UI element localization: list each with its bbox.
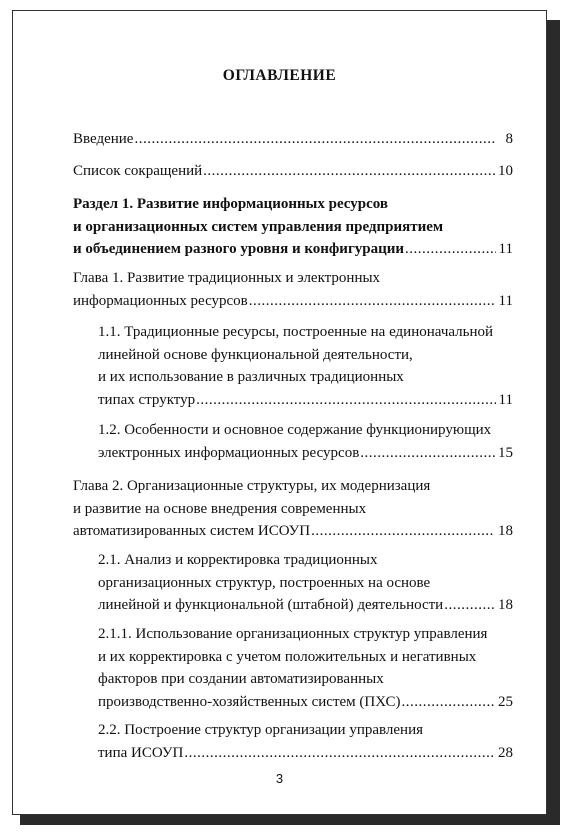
- toc-entry-2-1-1: [98, 623, 513, 713]
- toc-entry-text: Глава 2. Организационные структуры, их модернизация: [73, 478, 431, 494]
- toc-page-number: 11: [498, 391, 513, 408]
- toc-entry-text: и организационных систем управления предприятием: [73, 218, 444, 235]
- toc-entry-text: факторов при создании автоматизированных: [98, 671, 384, 687]
- toc-page-number: 15: [498, 444, 513, 461]
- leader-dots: [134, 128, 496, 151]
- toc-entry-2-1: [98, 549, 513, 617]
- leader-dots: [360, 442, 495, 465]
- toc-entry-1-1: [98, 321, 513, 411]
- toc-entry-text: организационных структур, построенных на основе: [98, 574, 431, 591]
- toc-page-number: 28: [498, 744, 513, 761]
- toc-entry-text: Глава 1. Развитие традиционных и электронных: [73, 270, 381, 286]
- toc-entry-2-2: [98, 719, 513, 764]
- toc-entry-text: и их использование в различных традиционных: [98, 369, 404, 385]
- toc-entry-text: 2.2. Построение структур организации управления: [98, 722, 423, 738]
- toc-page-number: 10: [498, 163, 513, 179]
- toc-entry-text: и их корректировка с учетом положительных и негативных: [98, 648, 477, 665]
- toc-entry-abbreviations: [73, 160, 513, 183]
- document-page: [12, 10, 547, 815]
- toc-page-number: 25: [498, 693, 513, 710]
- toc-entry-1-2: [98, 419, 513, 464]
- leader-dots: [203, 160, 495, 183]
- toc-entry-text: электронных информационных ресурсов: [98, 444, 360, 461]
- toc-entry-introduction: [73, 128, 513, 151]
- toc-page-number: 18: [498, 523, 513, 539]
- toc-entry-text: типа ИСОУП: [98, 744, 184, 761]
- leader-dots: [402, 691, 496, 714]
- toc-entry-chapter-2: [73, 475, 513, 543]
- leader-dots: [311, 520, 495, 543]
- toc-entry-text: 1.2. Особенности и основное содержание функционирующих: [98, 422, 492, 438]
- toc-entry-text: и развитие на основе внедрения современных: [73, 500, 367, 517]
- leader-dots: [184, 742, 495, 765]
- toc-entry-text: Введение: [73, 131, 134, 147]
- leader-dots: [405, 238, 496, 261]
- toc-entry-text: линейной основе функциональной деятельности,: [98, 346, 413, 363]
- toc-entry-text: Раздел 1. Развитие информационных ресурсов: [73, 196, 388, 212]
- leader-dots: [249, 290, 496, 313]
- toc-page-number: 11: [498, 241, 513, 257]
- toc-entry-text: и объединением разного уровня и конфигурации: [73, 241, 405, 257]
- leader-dots: [196, 389, 495, 412]
- toc-entry-text: информационных ресурсов: [73, 292, 248, 309]
- page-number: 3: [275, 771, 284, 786]
- leader-dots: [444, 594, 495, 617]
- toc-page-number: 8: [505, 131, 513, 147]
- toc-title: ОГЛАВЛЕНИЕ: [222, 67, 337, 84]
- toc-page-number: 18: [498, 597, 513, 613]
- toc-entry-text: 1.1. Традиционные ресурсы, построенные на единоначальной: [98, 324, 494, 340]
- toc-entry-text: типах структур: [98, 391, 196, 408]
- toc-entry-text: 2.1. Анализ и корректировка традиционных: [98, 552, 378, 568]
- toc-entry-text: линейной и функциональной (штабной) деятельности: [98, 597, 444, 613]
- toc-entry-text: Список сокращений: [73, 163, 203, 179]
- toc-page-number: 11: [498, 292, 513, 309]
- toc-entry-text: 2.1.1. Использование организационных структур управления: [98, 626, 488, 642]
- toc-entry-chapter-1: [73, 267, 513, 312]
- toc-entry-text: производственно-хозяйственных систем (ПХС): [98, 693, 401, 710]
- toc-entry-section-1: [73, 193, 513, 261]
- toc-entry-text: автоматизированных систем ИСОУП: [73, 523, 311, 539]
